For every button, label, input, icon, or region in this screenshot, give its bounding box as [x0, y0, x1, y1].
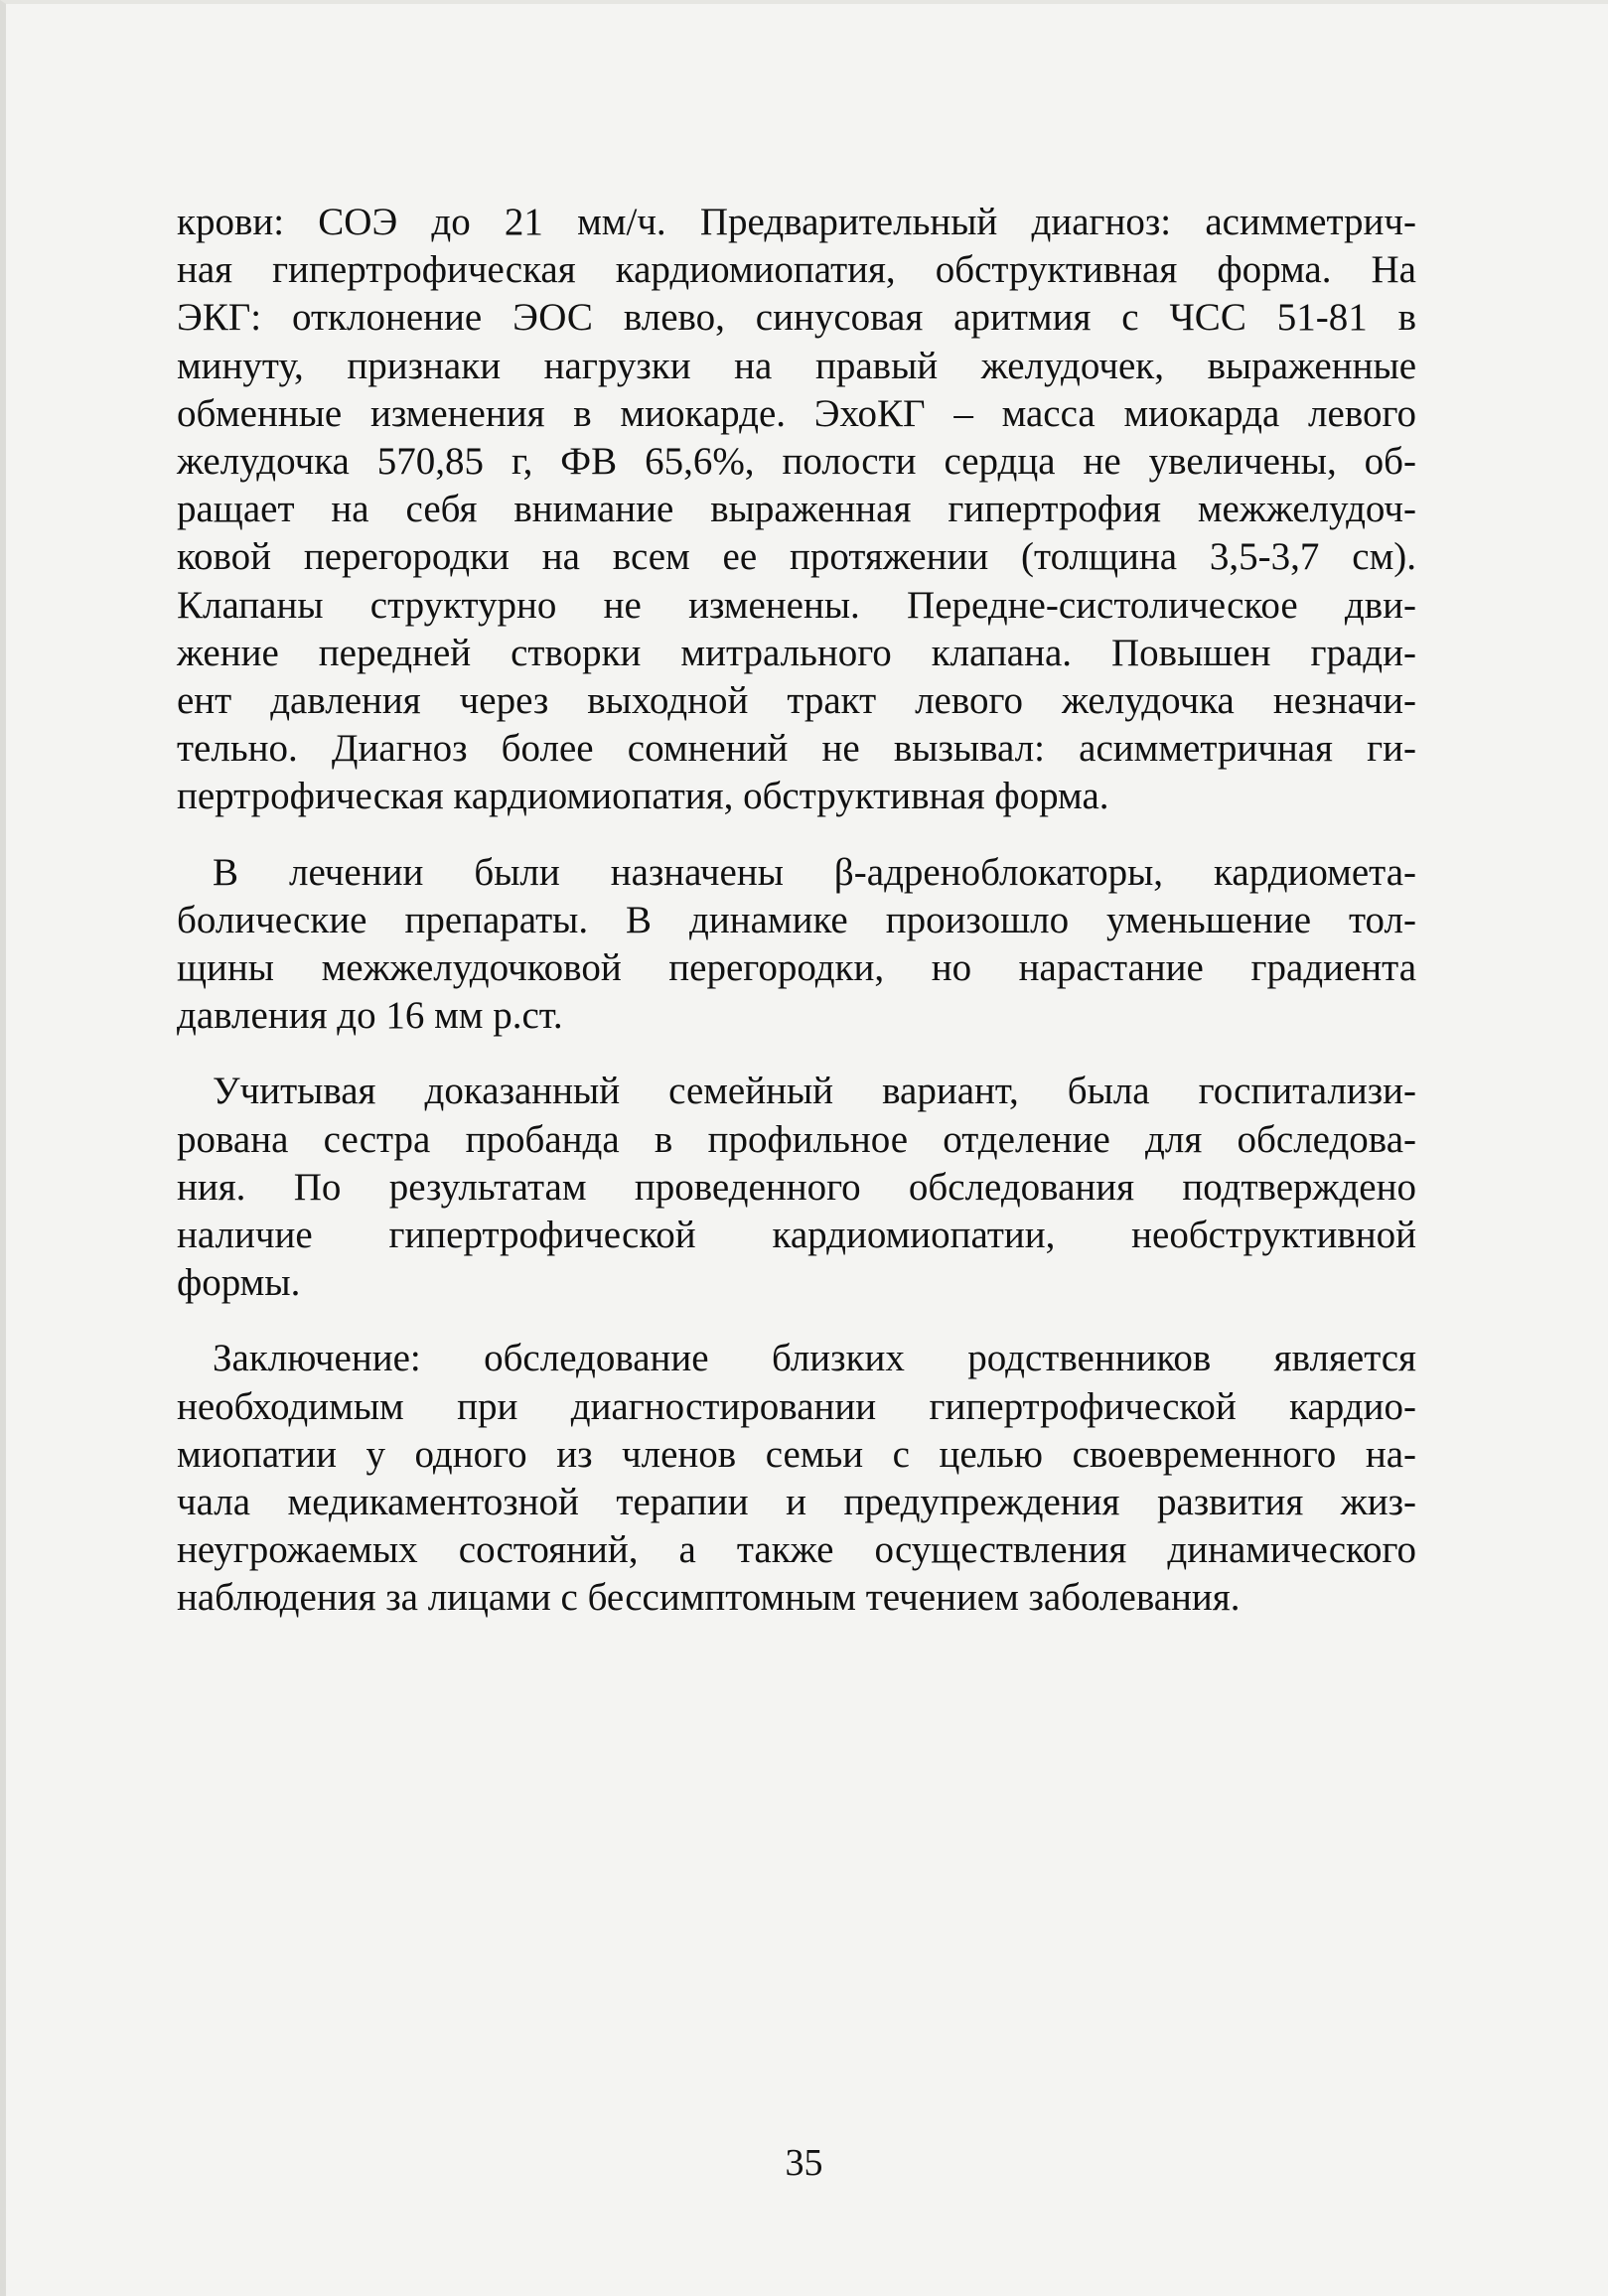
text-line: крови: СОЭ до 21 мм/ч. Предварительный диагноз: асимметрич- — [177, 201, 1416, 243]
text-line: пертрофическая кардиомиопатия, обструктивная форма. — [177, 775, 1109, 818]
text-line: тельно. Диагноз более сомнений не вызывал: асимметричная ги- — [177, 727, 1416, 771]
text-line: давления до 16 мм р.ст. — [177, 994, 563, 1038]
text-line: ращает на себя внимание выраженная гипертрофия межжелудоч- — [177, 488, 1416, 531]
body-text — [177, 199, 1416, 1650]
text-line: жение передней створки митрального клапана. Повышен гради- — [177, 631, 1416, 674]
text-line: Учитывая доказанный семейный вариант, была госпитализи- — [213, 1070, 1416, 1113]
text-line: неугрожаемых состояний, а также осуществления динамического — [177, 1528, 1416, 1572]
text-line: Клапаны структурно не изменены. Передне-систолическое дви- — [177, 583, 1416, 627]
text-line: рована сестра пробанда в профильное отделение для обследова- — [177, 1117, 1416, 1161]
text-line: ковой перегородки на всем ее протяжении (толщина 3,5-3,7 см). — [177, 535, 1416, 579]
text-line: щины межжелудочковой перегородки, но нарастание градиента — [177, 946, 1416, 990]
paragraph-diagnosis — [177, 199, 1416, 821]
text-line: Заключение: обследование близких родственников является — [213, 1337, 1416, 1380]
text-line: формы. — [177, 1261, 301, 1305]
text-line: ная гипертрофическая кардиомиопатия, обструктивная форма. На — [177, 248, 1416, 292]
text-line: минуту, признаки нагрузки на правый желудочек, выраженные — [177, 344, 1416, 387]
paragraph-conclusion — [177, 1335, 1416, 1622]
text-line: чала медикаментозной терапии и предупреждения развития жиз- — [177, 1481, 1416, 1524]
page-number: 35 — [785, 2142, 823, 2184]
paragraph-treatment — [177, 849, 1416, 1041]
text-line: ЭКГ: отклонение ЭОС влево, синусовая аритмия с ЧСС 51-81 в — [177, 296, 1416, 340]
text-line: болические препараты. В динамике произошло уменьшение тол- — [177, 898, 1416, 941]
text-line: В лечении были назначены β-адреноблокаторы, кардиомета- — [213, 850, 1416, 894]
text-line: желудочка 570,85 г, ФВ 65,6%, полости сердца не увеличены, об- — [177, 440, 1416, 484]
text-line: ния. По результатам проведенного обследования подтверждено — [177, 1165, 1416, 1209]
paragraph-family — [177, 1068, 1416, 1307]
text-line: ент давления через выходной тракт левого желудочка незначи- — [177, 679, 1416, 723]
text-line: обменные изменения в миокарде. ЭхоКГ – масса миокарда левого — [177, 391, 1416, 435]
text-line: наблюдения за лицами с бессимптомным течением заболевания. — [177, 1576, 1241, 1620]
text-line: наличие гипертрофической кардиомиопатии, необструктивной — [177, 1214, 1416, 1257]
text-line: необходимым при диагностировании гипертрофической кардио- — [177, 1384, 1416, 1428]
text-line: миопатии у одного из членов семьи с целью своевременного на- — [177, 1432, 1416, 1476]
